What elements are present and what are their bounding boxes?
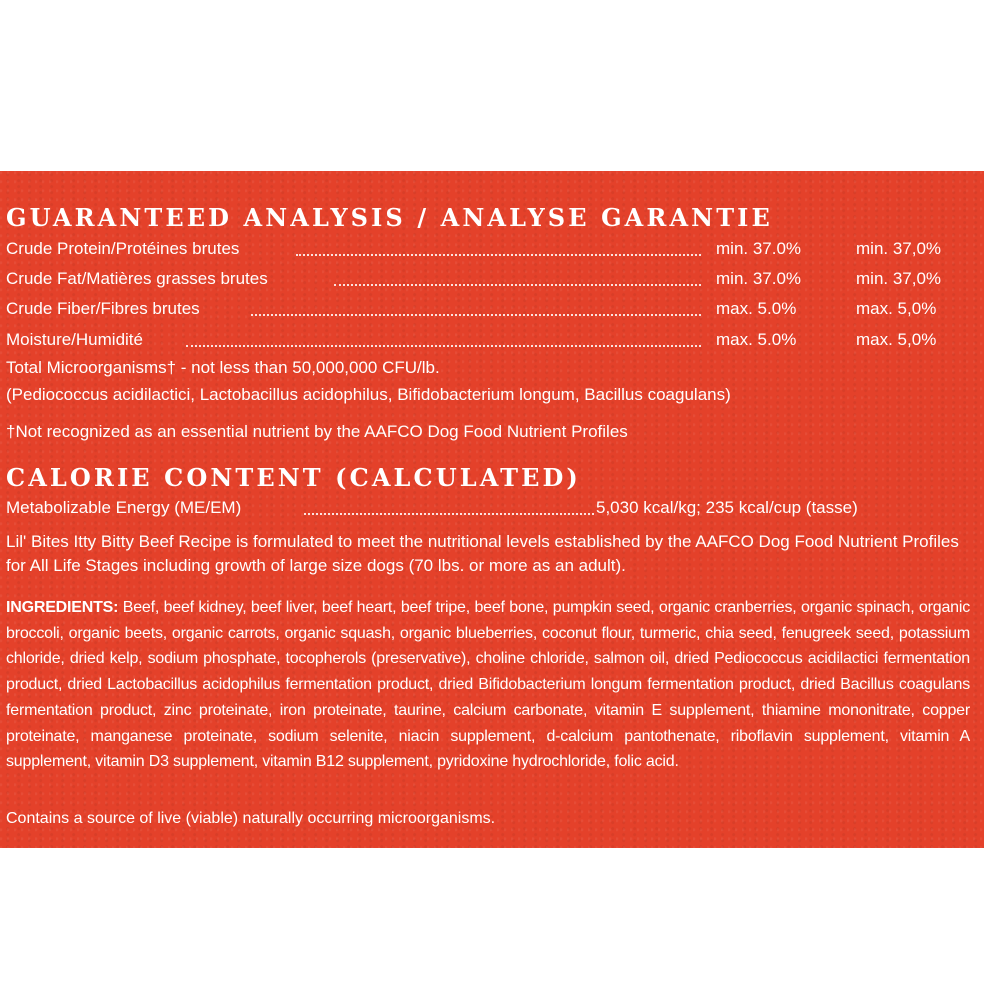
- analysis-value-us: max. 5.0%: [716, 330, 797, 349]
- energy-row: [6, 496, 976, 520]
- analysis-label: Moisture/Humidité: [6, 330, 143, 349]
- dot-leader: [186, 328, 701, 347]
- analysis-value-ca: max. 5,0%: [856, 330, 937, 349]
- analysis-row-fat: [6, 267, 976, 291]
- dot-leader: [296, 237, 701, 256]
- ingredients-block: [6, 595, 970, 775]
- dot-leader: [251, 297, 701, 316]
- ingredients-text: Beef, beef kidney, beef liver, beef heart, beef tripe, beef bone, pumpkin seed, organic cranberries, organic spinach, organic broccoli, organic beets, organic carrots, organic squash, organic blueberries, coconut flour, turmeric, chia seed, fenugreek seed, potassium chloride, dried kelp, sodium phosphate, tocopherols (preservative), choline chloride, salmon oil, dried Pediococcus acidilactici fermentation product, dried Lactobacillus acidophilus fermentation product, dried Bifidobacterium longum fermentation product, dried Bacillus coagulans fermentation product, zinc proteinate, iron proteinate, taurine, calcium carbonate, vitamin E supplement, thiamine mononitrate, copper proteinate, manganese proteinate, sodium selenite, niacin supplement, d-calcium pantothenate, riboflavin supplement, vitamin A supplement, vitamin D3 supplement, vitamin B12 supplement, pyridoxine hydrochloride, folic acid.: [6, 599, 971, 771]
- strains-line: (Pediococcus acidilactici, Lactobacillus acidophilus, Bifidobacterium longum, Bacillus coagulans): [6, 385, 731, 404]
- microorganisms-line: Total Microorganisms† - not less than 50,000,000 CFU/lb.: [6, 358, 440, 377]
- analysis-value-ca: min. 37,0%: [856, 269, 942, 288]
- footnote: †Not recognized as an essential nutrient by the AAFCO Dog Food Nutrient Profiles: [6, 422, 628, 441]
- energy-label: Metabolizable Energy (ME/EM): [6, 498, 242, 517]
- analysis-row-fiber: [6, 297, 976, 321]
- analysis-value-ca: max. 5,0%: [856, 299, 937, 318]
- guaranteed-analysis-heading: GUARANTEED ANALYSIS / ANALYSE GARANTIE: [6, 203, 773, 232]
- analysis-label: Crude Fat/Matières grasses brutes: [6, 269, 268, 288]
- analysis-row-moisture: [6, 328, 976, 352]
- ingredients-label: INGREDIENTS:: [6, 599, 119, 616]
- analysis-value-us: min. 37.0%: [716, 269, 802, 288]
- analysis-value-ca: min. 37,0%: [856, 239, 942, 258]
- analysis-row-protein: [6, 237, 976, 261]
- calorie-content-heading: CALORIE CONTENT (CALCULATED): [6, 463, 581, 492]
- analysis-label: Crude Protein/Protéines brutes: [6, 239, 240, 258]
- energy-value: 5,030 kcal/kg; 235 kcal/cup (tasse): [596, 498, 858, 517]
- dot-leader: [304, 496, 594, 515]
- dot-leader: [334, 267, 701, 286]
- nutrition-panel: [0, 171, 984, 848]
- aafco-statement: Lil' Bites Itty Bitty Beef Recipe is formulated to meet the nutritional levels established by the AAFCO Dog Food Nutrient Profiles for All Life Stages including growth of large size dogs (70 lbs. or more as an adult).: [6, 532, 959, 575]
- live-microorganisms-note: Contains a source of live (viable) naturally occurring microorganisms.: [6, 810, 496, 827]
- analysis-value-us: max. 5.0%: [716, 299, 797, 318]
- analysis-value-us: min. 37.0%: [716, 239, 802, 258]
- analysis-label: Crude Fiber/Fibres brutes: [6, 299, 200, 318]
